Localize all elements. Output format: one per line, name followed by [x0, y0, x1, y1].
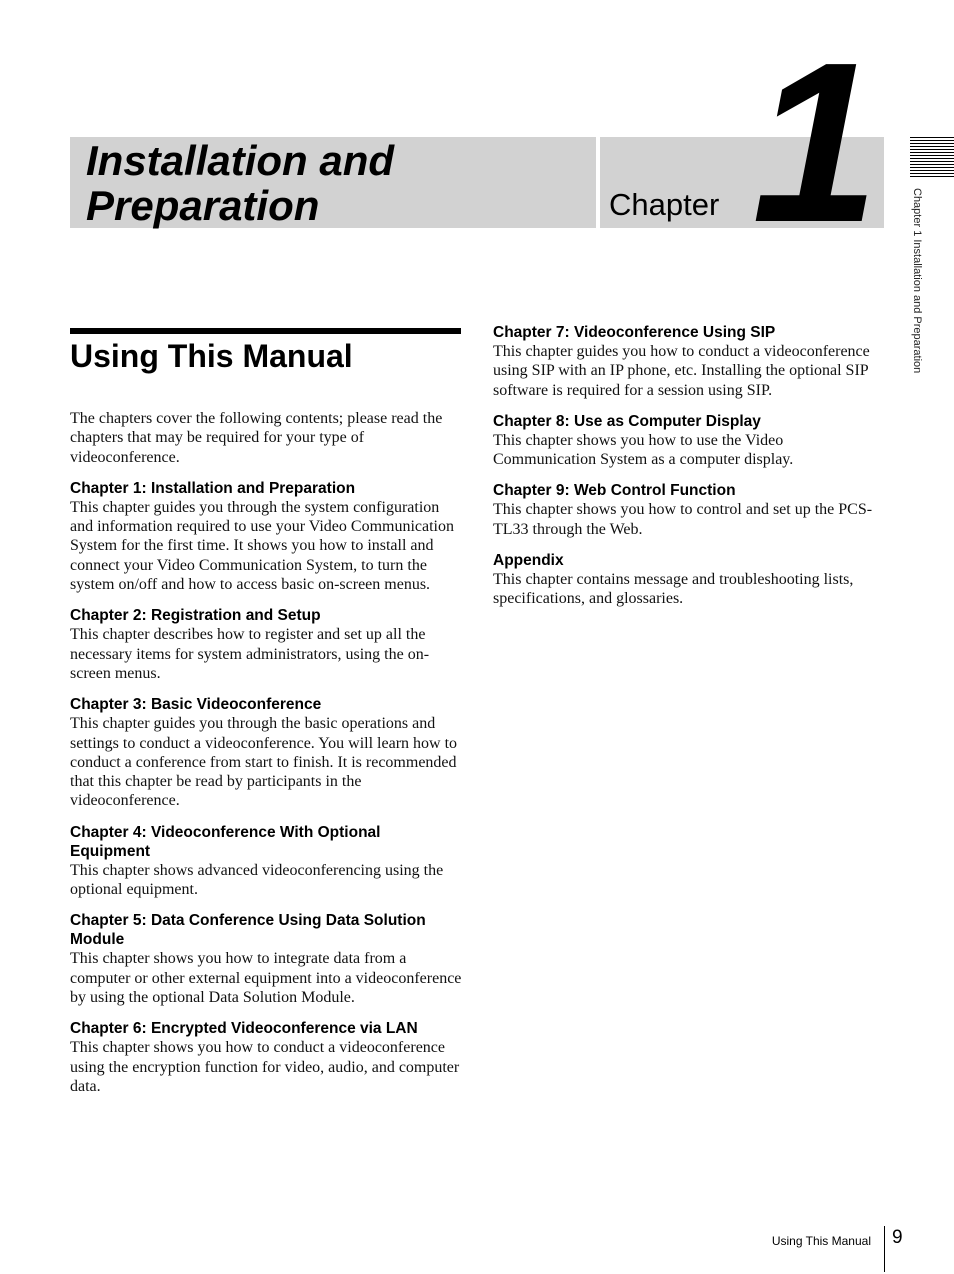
chapter-entry	[70, 1019, 462, 1096]
entry-heading: Chapter 8: Use as Computer Display	[493, 412, 761, 430]
left-column	[70, 409, 462, 1108]
entry-body: This chapter shows you how to conduct a videoconference using the encryption function for video, audio, and computer data.	[70, 1039, 460, 1095]
chapter-number: 1	[752, 16, 879, 270]
side-tab-stripes	[910, 137, 954, 179]
appendix-entry	[493, 551, 885, 609]
chapter-entry	[70, 823, 462, 900]
entry-body: This chapter shows you how to control and set up the PCS-TL33 through the Web.	[493, 501, 873, 538]
chapter-entry	[493, 481, 885, 539]
section-rule	[70, 328, 461, 334]
entry-body: This chapter guides you through the system configuration and information required to use your Video Communication System for the first time. It shows you how to install and connect your Video Communication System, to turn the system on/off and how to access basic on-screen menus.	[70, 498, 454, 594]
entry-body: This chapter guides you how to conduct a videoconference using SIP with an IP phone, etc. Installing the optional SIP software is required for a session using SIP.	[493, 343, 870, 399]
footer-divider	[884, 1226, 885, 1272]
entry-heading: Chapter 9: Web Control Function	[493, 482, 736, 500]
chapter-entry	[70, 606, 462, 683]
entry-body: This chapter shows advanced videoconferencing using the optional equipment.	[70, 861, 444, 899]
chapter-entry	[493, 323, 885, 400]
page-number: 9	[892, 1227, 903, 1248]
entry-heading: Chapter 5: Data Conference Using Data Solution Module	[70, 912, 426, 949]
chapter-entry	[70, 911, 462, 1007]
entry-heading: Chapter 3: Basic Videoconference	[70, 696, 322, 714]
entry-body: This chapter contains message and troubleshooting lists, specifications, and glossaries.	[493, 571, 854, 608]
footer-section-label: Using This Manual	[771, 1234, 871, 1248]
side-tab-label: Chapter 1 Installation and Preparation	[911, 188, 923, 374]
entry-body: This chapter shows you how to use the Video Communication System as a computer display.	[493, 431, 794, 469]
entry-heading: Chapter 7: Videoconference Using SIP	[493, 324, 776, 341]
section-title: Using This Manual	[70, 338, 353, 374]
entry-heading: Appendix	[493, 552, 564, 570]
entry-body: This chapter guides you through the basic operations and settings to conduct a videoconference. You will learn how to conduct a conference from start to finish. It is recommended that this chapter be read by participants in the videoconference.	[70, 715, 458, 810]
entry-heading: Chapter 6: Encrypted Videoconference via LAN	[70, 1020, 418, 1038]
intro-paragraph: The chapters cover the following contents; please read the chapters that may be required for your type of videoconference.	[70, 410, 443, 466]
entry-body: This chapter describes how to register and set up all the necessary items for system administrators, using the on-screen menus.	[70, 626, 430, 682]
entry-heading: Chapter 2: Registration and Setup	[70, 607, 321, 625]
right-column	[493, 323, 885, 621]
entry-heading: Chapter 4: Videoconference With Optional Equipment	[70, 823, 381, 860]
entry-heading: Chapter 1: Installation and Preparation	[70, 479, 356, 497]
chapter-title: Installation and Preparation	[86, 137, 395, 229]
chapter-entry	[493, 412, 885, 470]
chapter-entry	[70, 695, 462, 810]
entry-body: This chapter shows you how to integrate data from a computer or other external equipment into a videoconference by using the optional Data Solution Module.	[70, 950, 462, 1006]
chapter-entry	[70, 479, 462, 594]
chapter-label: Chapter	[609, 187, 720, 222]
